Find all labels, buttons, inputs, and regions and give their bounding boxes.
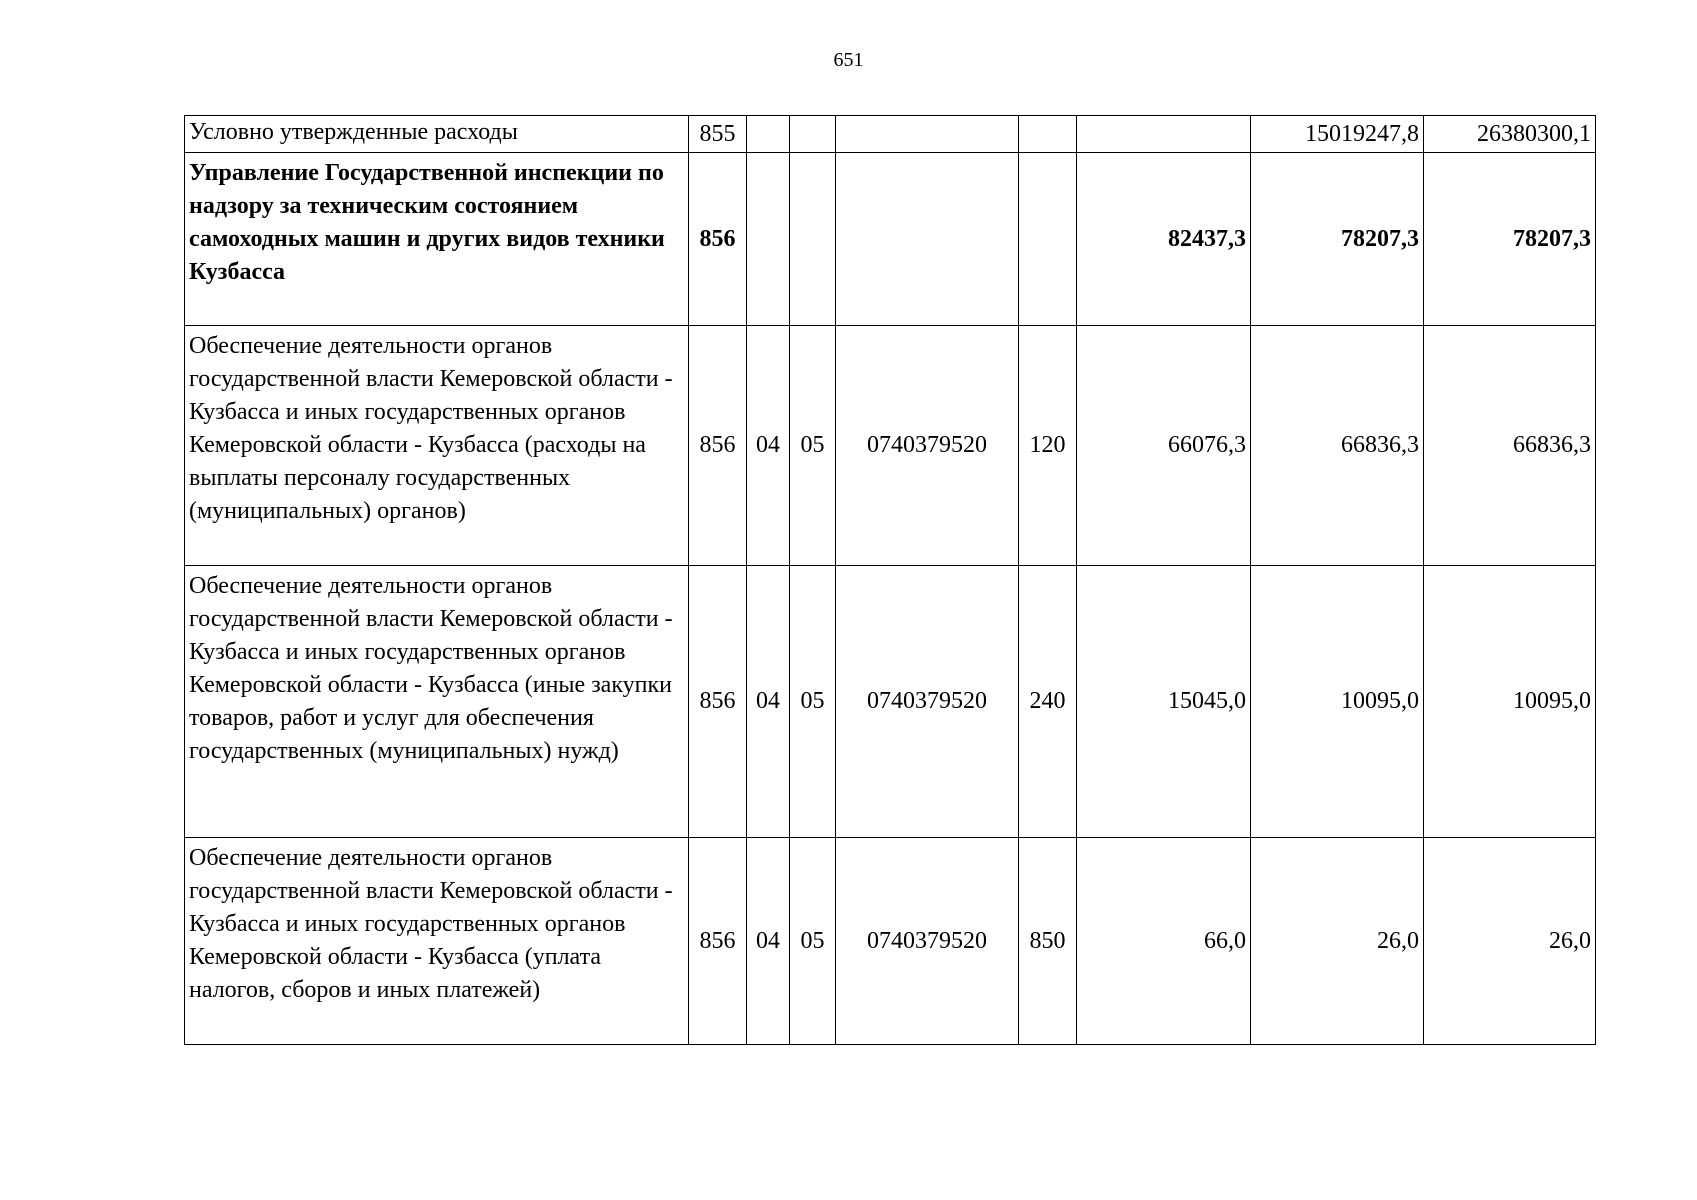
ministry-code: 856 (689, 153, 747, 326)
table-row (185, 566, 1596, 838)
table-row (185, 153, 1596, 326)
sum-year-3: 26,0 (1424, 838, 1596, 1045)
sum-year-2: 10095,0 (1251, 566, 1424, 838)
budget-table (184, 115, 1596, 1045)
row-name: Обеспечение деятельности органов государственной власти Кемеровской области - Кузбасса и иных государственных органов Кемеровской области - Кузбасса (расходы на выплаты персоналу государственных (муниципальных) органов) (185, 326, 689, 566)
sum-year-2: 78207,3 (1251, 153, 1424, 326)
sum-year-2: 26,0 (1251, 838, 1424, 1045)
expense-type-code: 120 (1019, 326, 1077, 566)
section-code: 04 (747, 326, 790, 566)
page-number: 651 (833, 49, 864, 71)
target-article-code (836, 153, 1019, 326)
ministry-code: 855 (689, 116, 747, 153)
section-code: 04 (747, 838, 790, 1045)
row-name: Управление Государственной инспекции по надзору за техническим состоянием самоходных машин и других видов техники Кузбасса (185, 153, 689, 326)
target-article-code: 0740379520 (836, 566, 1019, 838)
table-row (185, 116, 1596, 153)
target-article-code (836, 116, 1019, 153)
expense-type-code (1019, 153, 1077, 326)
sum-year-1: 66,0 (1077, 838, 1251, 1045)
ministry-code: 856 (689, 838, 747, 1045)
sum-year-2: 15019247,8 (1251, 116, 1424, 153)
ministry-code: 856 (689, 566, 747, 838)
sum-year-1 (1077, 116, 1251, 153)
sum-year-3: 66836,3 (1424, 326, 1596, 566)
target-article-code: 0740379520 (836, 326, 1019, 566)
row-name: Обеспечение деятельности органов государственной власти Кемеровской области - Кузбасса и иных государственных органов Кемеровской области - Кузбасса (уплата налогов, сборов и иных платежей) (185, 838, 689, 1045)
sum-year-3: 78207,3 (1424, 153, 1596, 326)
table-row (185, 838, 1596, 1045)
sum-year-1: 66076,3 (1077, 326, 1251, 566)
table-row (185, 326, 1596, 566)
subsection-code (790, 116, 836, 153)
expense-type-code: 240 (1019, 566, 1077, 838)
expense-type-code (1019, 116, 1077, 153)
row-name: Обеспечение деятельности органов государственной власти Кемеровской области - Кузбасса и иных государственных органов Кемеровской области - Кузбасса (иные закупки товаров, работ и услуг для обеспечения государственных (муниципальных) нужд) (185, 566, 689, 838)
row-name: Условно утвержденные расходы (185, 116, 689, 153)
section-code (747, 116, 790, 153)
sum-year-2: 66836,3 (1251, 326, 1424, 566)
sum-year-1: 82437,3 (1077, 153, 1251, 326)
sum-year-3: 10095,0 (1424, 566, 1596, 838)
target-article-code: 0740379520 (836, 838, 1019, 1045)
section-code: 04 (747, 566, 790, 838)
ministry-code: 856 (689, 326, 747, 566)
sum-year-1: 15045,0 (1077, 566, 1251, 838)
sum-year-3: 26380300,1 (1424, 116, 1596, 153)
subsection-code: 05 (790, 838, 836, 1045)
subsection-code (790, 153, 836, 326)
section-code (747, 153, 790, 326)
subsection-code: 05 (790, 326, 836, 566)
subsection-code: 05 (790, 566, 836, 838)
expense-type-code: 850 (1019, 838, 1077, 1045)
